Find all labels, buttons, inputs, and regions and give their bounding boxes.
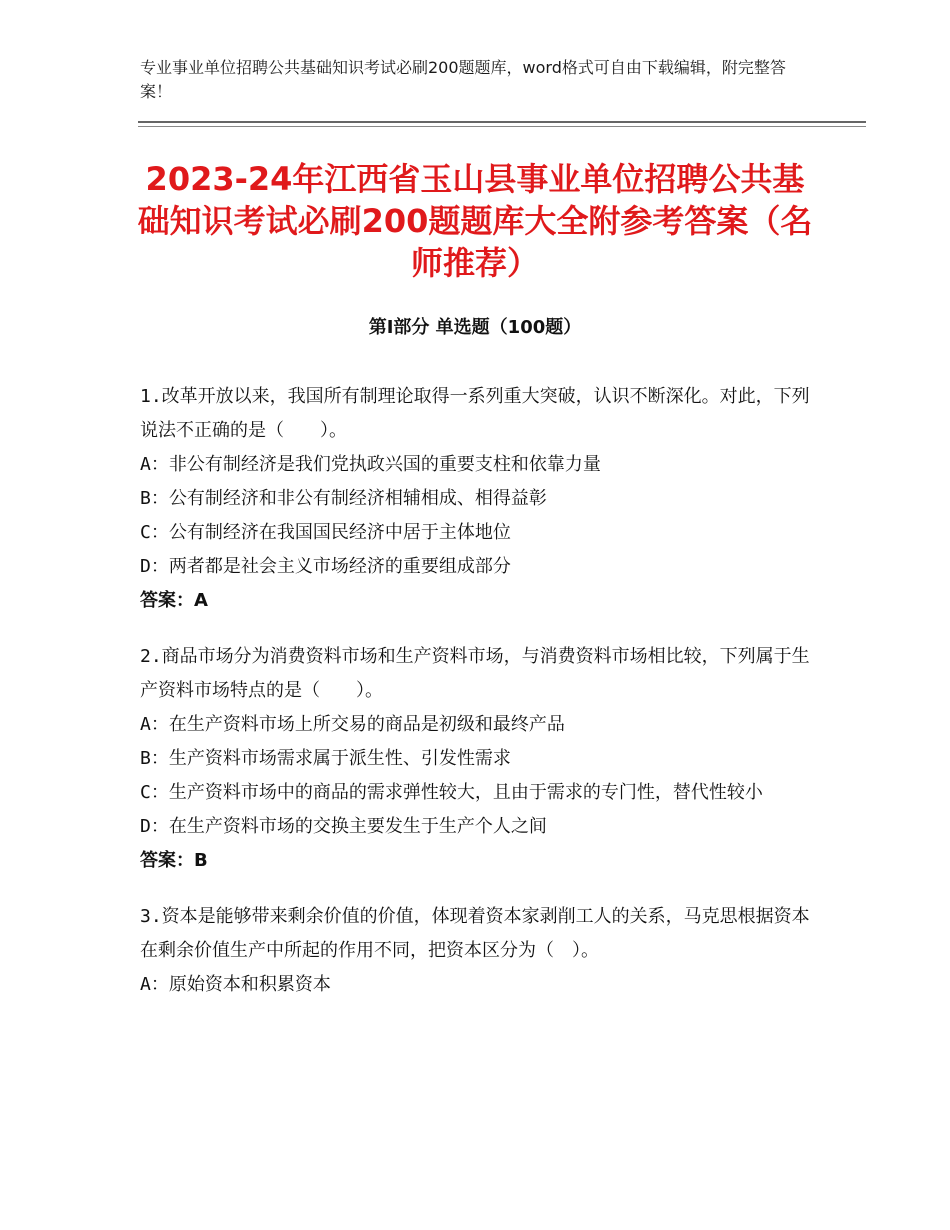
question-stem: 1.改革开放以来，我国所有制理论取得一系列重大突破，认识不断深化。对此，下列说法不正确的是（ ）。 [140,386,810,441]
option-a: A：在生产资料市场上所交易的商品是初级和最终产品 [140,714,565,735]
question-stem: 3.资本是能够带来剩余价值的价值，体现着资本家剥削工人的关系，马克思根据资本在剩余价值生产中所起的作用不同，把资本区分为（ ）。 [140,906,810,961]
answer-label: 答案：A [140,590,208,611]
section-title: 第Ⅰ部分 单选题（100题） [368,317,582,338]
option-c: C：生产资料市场中的商品的需求弹性较大，且由于需求的专门性，替代性较小 [140,782,763,803]
header-note: 专业事业单位招聘公共基础知识考试必刷200题题库，word格式可自由下载编辑，附完整答案！ [140,58,786,101]
answer-label: 答案：B [140,850,208,871]
header-divider-thin [138,126,866,127]
option-d: D：在生产资料市场的交换主要发生于生产个人之间 [140,816,547,837]
option-a: A：非公有制经济是我们党执政兴国的重要支柱和依靠力量 [140,454,601,475]
question-1 [140,380,810,618]
question-3 [140,900,810,1002]
document-title: 2023-24年江西省玉山县事业单位招聘公共基础知识考试必刷200题题库大全附参考答案（名师推荐） [137,160,813,282]
option-b: B：生产资料市场需求属于派生性、引发性需求 [140,748,511,769]
question-2 [140,640,810,878]
option-a: A：原始资本和积累资本 [140,974,331,995]
question-stem: 2.商品市场分为消费资料市场和生产资料市场，与消费资料市场相比较，下列属于生产资料市场特点的是（ ）。 [140,646,810,701]
option-d: D：两者都是社会主义市场经济的重要组成部分 [140,556,511,577]
header-divider [138,121,866,123]
option-b: B：公有制经济和非公有制经济相辅相成、相得益彰 [140,488,547,509]
option-c: C：公有制经济在我国国民经济中居于主体地位 [140,522,511,543]
question-list [140,380,810,1024]
